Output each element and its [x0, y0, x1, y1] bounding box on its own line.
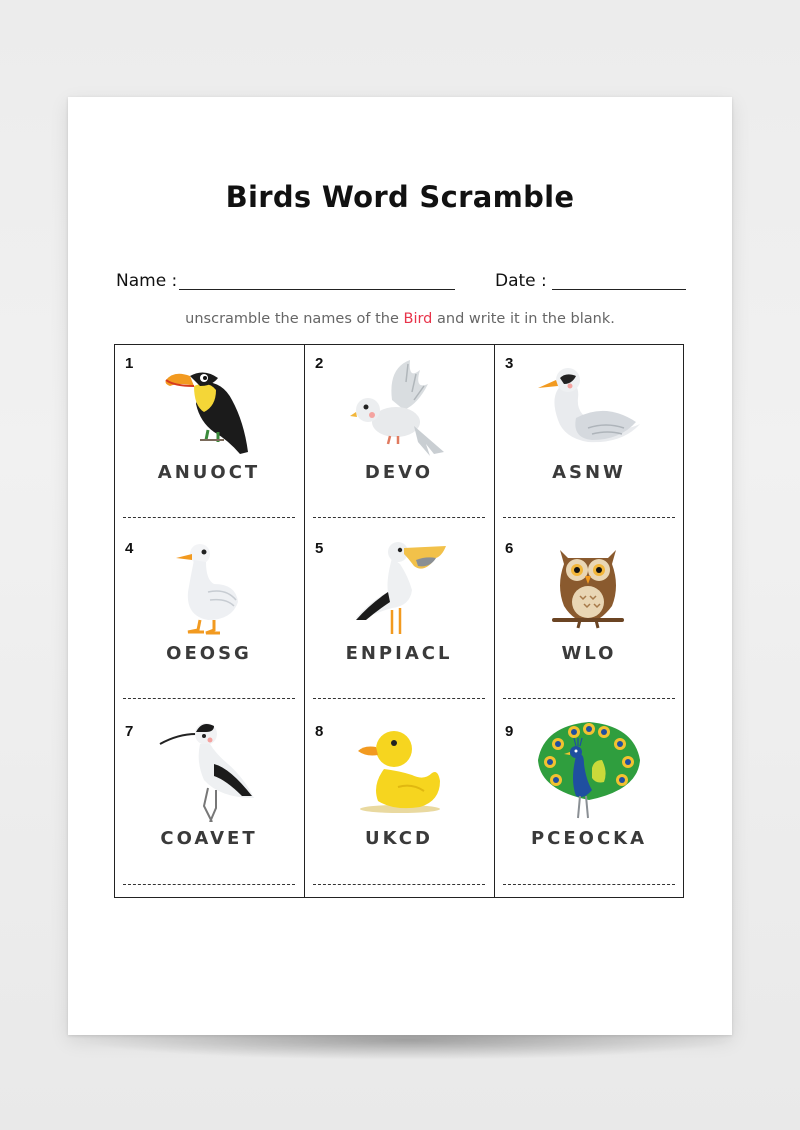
duck-icon: [354, 725, 444, 815]
cell-number: 7: [125, 723, 134, 740]
avocet-icon: [158, 718, 258, 822]
name-field[interactable]: [179, 289, 455, 290]
grid-divider: [494, 344, 495, 898]
cell-number: 8: [315, 723, 324, 740]
answer-blank[interactable]: [503, 517, 675, 518]
answer-blank[interactable]: [123, 698, 295, 699]
cell-number: 6: [505, 540, 514, 557]
scrambled-word: ASNW: [552, 462, 626, 483]
answer-blank[interactable]: [503, 698, 675, 699]
peacock-icon: [536, 720, 642, 824]
cell-number: 3: [505, 355, 514, 372]
instruction-part-1: unscramble the names of the: [185, 311, 404, 327]
answer-blank[interactable]: [123, 884, 295, 885]
answer-blank[interactable]: [313, 884, 485, 885]
cell-number: 1: [125, 355, 134, 372]
worksheet-title: Birds Word Scramble: [225, 180, 575, 214]
cell-number: 9: [505, 723, 514, 740]
goose-icon: [174, 540, 240, 636]
instruction-highlight: Bird: [403, 311, 433, 327]
scrambled-word: OEOSG: [166, 643, 252, 664]
grid-divider: [304, 344, 305, 898]
scrambled-word: DEVO: [364, 462, 434, 483]
toucan-icon: [160, 360, 255, 458]
dove-icon: [348, 360, 448, 460]
date-field[interactable]: [552, 289, 686, 290]
scrambled-word: PCEOCKA: [530, 828, 648, 849]
answer-blank[interactable]: [503, 884, 675, 885]
answer-blank[interactable]: [313, 517, 485, 518]
scrambled-word: WLO: [561, 643, 617, 664]
cell-number: 4: [125, 540, 134, 557]
scrambled-word: ENPIACL: [345, 643, 453, 664]
instruction-text: [0, 311, 800, 327]
owl-icon: [550, 542, 626, 634]
scrambled-word: ANUOCT: [157, 462, 261, 483]
date-label: Date :: [495, 271, 547, 291]
answer-blank[interactable]: [313, 698, 485, 699]
pelican-icon: [352, 540, 448, 638]
scrambled-word: UKCD: [365, 828, 433, 849]
cell-number: 2: [315, 355, 324, 372]
cell-number: 5: [315, 540, 324, 557]
scrambled-word: COAVET: [160, 828, 258, 849]
name-label: Name :: [116, 271, 178, 291]
swan-icon: [536, 362, 642, 456]
instruction-part-2: and write it in the blank.: [432, 311, 615, 327]
answer-blank[interactable]: [123, 517, 295, 518]
